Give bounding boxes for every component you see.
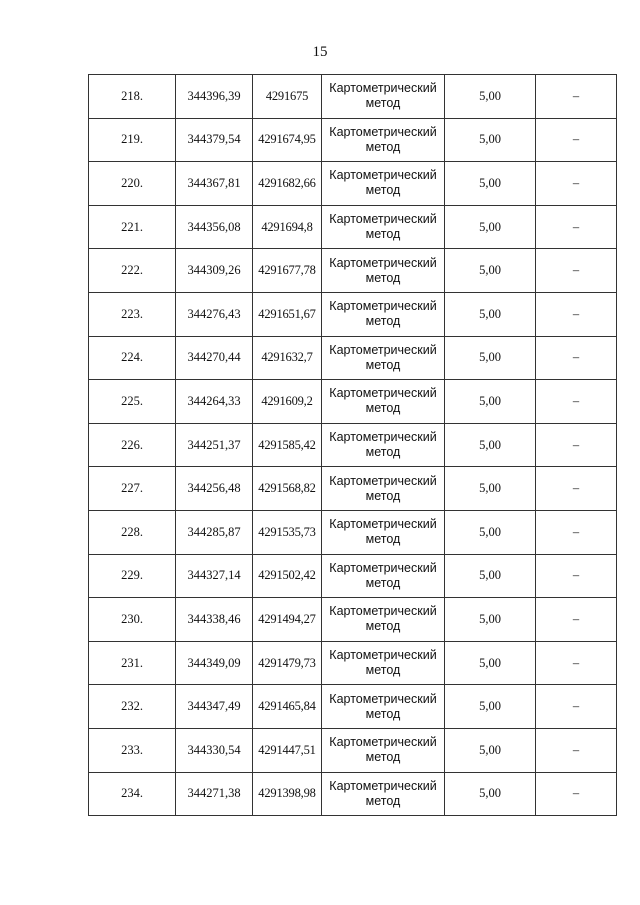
point-number-cell: 218.	[89, 75, 176, 119]
accuracy-cell: 5,00	[445, 510, 536, 554]
accuracy-cell: 5,00	[445, 685, 536, 729]
point-number-cell: 232.	[89, 685, 176, 729]
accuracy-cell: 5,00	[445, 118, 536, 162]
method-cell: Картометрический метод	[322, 380, 445, 424]
point-number-cell: 224.	[89, 336, 176, 380]
x-coordinate-cell: 344264,33	[176, 380, 253, 424]
y-coordinate-cell: 4291585,42	[253, 423, 322, 467]
method-cell: Картометрический метод	[322, 467, 445, 511]
x-coordinate-cell: 344270,44	[176, 336, 253, 380]
description-cell: –	[536, 118, 617, 162]
accuracy-cell: 5,00	[445, 380, 536, 424]
table-row	[89, 162, 617, 206]
x-coordinate-cell: 344276,43	[176, 292, 253, 336]
y-coordinate-cell: 4291479,73	[253, 641, 322, 685]
y-coordinate-cell: 4291494,27	[253, 598, 322, 642]
point-number-cell: 228.	[89, 510, 176, 554]
method-cell: Картометрический метод	[322, 292, 445, 336]
method-cell: Картометрический метод	[322, 249, 445, 293]
accuracy-cell: 5,00	[445, 554, 536, 598]
table-row	[89, 728, 617, 772]
description-cell: –	[536, 641, 617, 685]
x-coordinate-cell: 344327,14	[176, 554, 253, 598]
y-coordinate-cell: 4291694,8	[253, 205, 322, 249]
y-coordinate-cell: 4291609,2	[253, 380, 322, 424]
point-number-cell: 223.	[89, 292, 176, 336]
method-cell: Картометрический метод	[322, 554, 445, 598]
method-cell: Картометрический метод	[322, 162, 445, 206]
description-cell: –	[536, 598, 617, 642]
accuracy-cell: 5,00	[445, 249, 536, 293]
x-coordinate-cell: 344256,48	[176, 467, 253, 511]
point-number-cell: 222.	[89, 249, 176, 293]
y-coordinate-cell: 4291682,66	[253, 162, 322, 206]
accuracy-cell: 5,00	[445, 75, 536, 119]
point-number-cell: 234.	[89, 772, 176, 816]
table-row	[89, 641, 617, 685]
method-cell: Картометрический метод	[322, 75, 445, 119]
y-coordinate-cell: 4291677,78	[253, 249, 322, 293]
table-row	[89, 685, 617, 729]
accuracy-cell: 5,00	[445, 641, 536, 685]
table-body	[89, 75, 617, 816]
point-number-cell: 226.	[89, 423, 176, 467]
point-number-cell: 233.	[89, 728, 176, 772]
method-cell: Картометрический метод	[322, 598, 445, 642]
method-cell: Картометрический метод	[322, 423, 445, 467]
accuracy-cell: 5,00	[445, 772, 536, 816]
method-cell: Картометрический метод	[322, 641, 445, 685]
coordinates-table	[88, 74, 617, 816]
description-cell: –	[536, 75, 617, 119]
point-number-cell: 219.	[89, 118, 176, 162]
y-coordinate-cell: 4291398,98	[253, 772, 322, 816]
x-coordinate-cell: 344251,37	[176, 423, 253, 467]
description-cell: –	[536, 728, 617, 772]
description-cell: –	[536, 423, 617, 467]
accuracy-cell: 5,00	[445, 336, 536, 380]
description-cell: –	[536, 510, 617, 554]
page-number: 15	[312, 44, 328, 60]
method-cell: Картометрический метод	[322, 728, 445, 772]
y-coordinate-cell: 4291632,7	[253, 336, 322, 380]
table-row	[89, 467, 617, 511]
table-row	[89, 598, 617, 642]
x-coordinate-cell: 344396,39	[176, 75, 253, 119]
y-coordinate-cell: 4291465,84	[253, 685, 322, 729]
method-cell: Картометрический метод	[322, 205, 445, 249]
y-coordinate-cell: 4291535,73	[253, 510, 322, 554]
method-cell: Картометрический метод	[322, 336, 445, 380]
table-row	[89, 205, 617, 249]
point-number-cell: 231.	[89, 641, 176, 685]
x-coordinate-cell: 344349,09	[176, 641, 253, 685]
point-number-cell: 221.	[89, 205, 176, 249]
description-cell: –	[536, 772, 617, 816]
x-coordinate-cell: 344367,81	[176, 162, 253, 206]
table-row	[89, 772, 617, 816]
table-row	[89, 118, 617, 162]
method-cell: Картометрический метод	[322, 685, 445, 729]
accuracy-cell: 5,00	[445, 292, 536, 336]
description-cell: –	[536, 292, 617, 336]
description-cell: –	[536, 162, 617, 206]
accuracy-cell: 5,00	[445, 205, 536, 249]
description-cell: –	[536, 554, 617, 598]
accuracy-cell: 5,00	[445, 162, 536, 206]
method-cell: Картометрический метод	[322, 772, 445, 816]
method-cell: Картометрический метод	[322, 510, 445, 554]
y-coordinate-cell: 4291502,42	[253, 554, 322, 598]
x-coordinate-cell: 344338,46	[176, 598, 253, 642]
accuracy-cell: 5,00	[445, 728, 536, 772]
y-coordinate-cell: 4291568,82	[253, 467, 322, 511]
table-row	[89, 75, 617, 119]
y-coordinate-cell: 4291674,95	[253, 118, 322, 162]
table-row	[89, 292, 617, 336]
table-row	[89, 554, 617, 598]
point-number-cell: 225.	[89, 380, 176, 424]
description-cell: –	[536, 685, 617, 729]
description-cell: –	[536, 380, 617, 424]
table-row	[89, 380, 617, 424]
x-coordinate-cell: 344347,49	[176, 685, 253, 729]
point-number-cell: 230.	[89, 598, 176, 642]
x-coordinate-cell: 344330,54	[176, 728, 253, 772]
accuracy-cell: 5,00	[445, 467, 536, 511]
x-coordinate-cell: 344309,26	[176, 249, 253, 293]
table-row	[89, 249, 617, 293]
point-number-cell: 227.	[89, 467, 176, 511]
point-number-cell: 220.	[89, 162, 176, 206]
y-coordinate-cell: 4291651,67	[253, 292, 322, 336]
accuracy-cell: 5,00	[445, 423, 536, 467]
y-coordinate-cell: 4291675	[253, 75, 322, 119]
description-cell: –	[536, 205, 617, 249]
table-row	[89, 510, 617, 554]
description-cell: –	[536, 467, 617, 511]
method-cell: Картометрический метод	[322, 118, 445, 162]
x-coordinate-cell: 344285,87	[176, 510, 253, 554]
x-coordinate-cell: 344356,08	[176, 205, 253, 249]
accuracy-cell: 5,00	[445, 598, 536, 642]
table-row	[89, 336, 617, 380]
table-row	[89, 423, 617, 467]
x-coordinate-cell: 344271,38	[176, 772, 253, 816]
description-cell: –	[536, 249, 617, 293]
y-coordinate-cell: 4291447,51	[253, 728, 322, 772]
point-number-cell: 229.	[89, 554, 176, 598]
description-cell: –	[536, 336, 617, 380]
x-coordinate-cell: 344379,54	[176, 118, 253, 162]
